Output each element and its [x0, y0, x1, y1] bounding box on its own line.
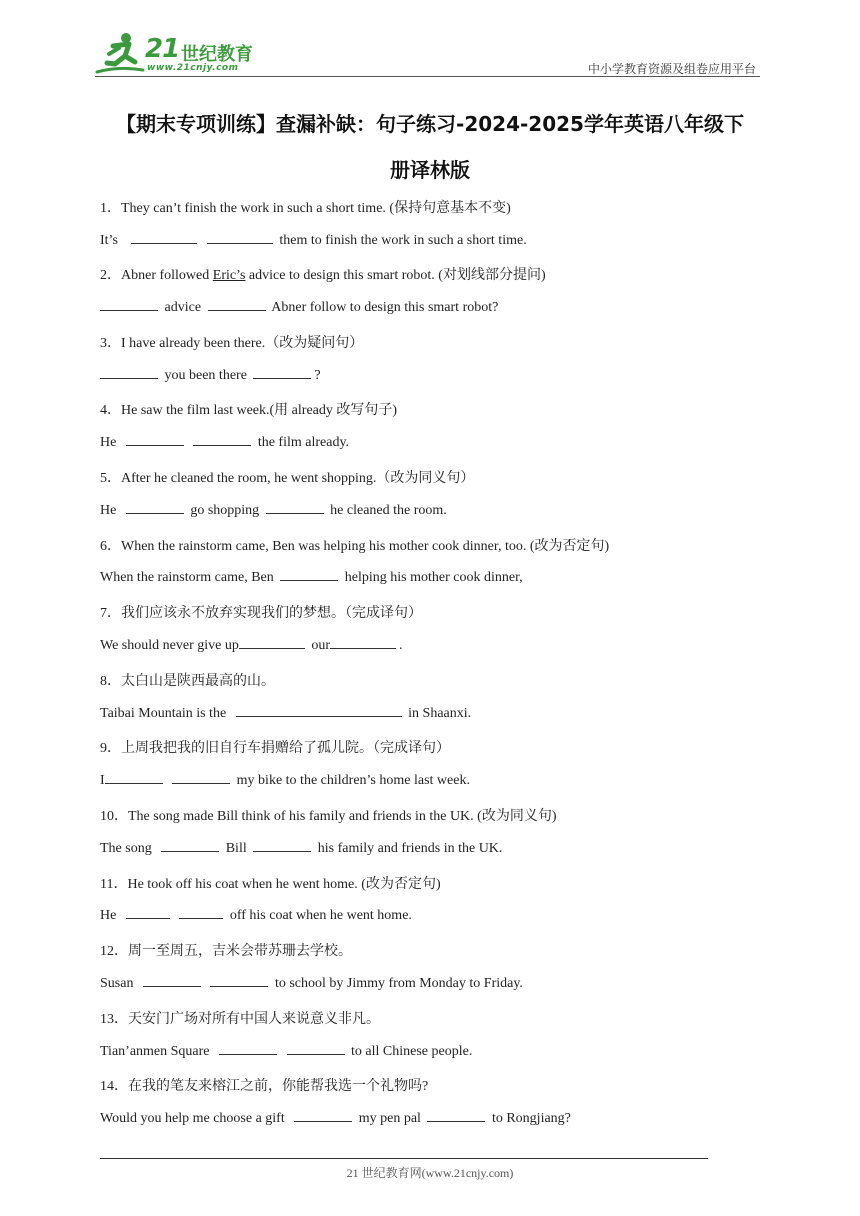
answer-4	[100, 433, 349, 451]
question-5: 5．After he cleaned the room, he went shopping.（改为同义句）	[100, 471, 475, 486]
answer-blank[interactable]	[126, 433, 184, 446]
question-7: 7．我们应该永不放弃实现我们的梦想。（完成译句）	[100, 606, 422, 621]
answer-text: to school by Jimmy from Monday to Friday.	[274, 976, 523, 991]
footer-text: 21 世纪教育网(www.21cnjy.com)	[346, 1166, 514, 1180]
answer-text: The song	[100, 841, 152, 856]
answer-text: Would you help me choose a gift	[100, 1111, 285, 1126]
answer-blank[interactable]	[207, 231, 273, 244]
answer-blank[interactable]	[100, 298, 158, 311]
answer-text: .	[399, 638, 403, 653]
answer-blank[interactable]	[172, 771, 230, 784]
question-8: 8．太白山是陕西最高的山。	[100, 674, 275, 689]
answer-14	[100, 1109, 571, 1127]
answer-blank[interactable]	[427, 1109, 485, 1122]
question-10: 10．The song made Bill think of his family and friends in the UK. (改为同义句)	[100, 809, 557, 824]
answer-blank[interactable]	[143, 974, 201, 987]
answer-blank[interactable]	[330, 636, 396, 649]
site-logo	[95, 30, 260, 76]
question-6: 6．When the rainstorm came, Ben was helping his mother cook dinner, too. (改为否定句)	[100, 539, 610, 554]
answer-7	[100, 636, 403, 654]
question-text: advice to design this smart robot. (对划线部分提问)	[245, 268, 546, 283]
answer-text: He	[100, 503, 117, 518]
footer-divider	[100, 1158, 708, 1159]
answer-text: my bike to the children’s home last week.	[236, 773, 470, 788]
question-12: 12．周一至周五，吉米会带苏珊去学校。	[100, 944, 352, 959]
answer-blank[interactable]	[253, 839, 311, 852]
answer-blank[interactable]	[126, 501, 184, 514]
answer-text: helping his mother cook dinner,	[344, 570, 523, 585]
answer-text: to Rongjiang?	[491, 1111, 571, 1126]
question-11: 11．He took off his coat when he went home. (改为否定句)	[100, 877, 441, 892]
logo-url: www.21cnjy.com	[147, 63, 239, 73]
answer-2	[100, 298, 498, 316]
answer-11	[100, 906, 412, 924]
answer-text: our	[311, 638, 331, 653]
answer-5	[100, 501, 447, 519]
question-9: 9．上周我把我的旧自行车捐赠给了孤儿院。（完成译句）	[100, 741, 450, 756]
answer-blank[interactable]	[131, 231, 197, 244]
answer-blank[interactable]	[210, 974, 268, 987]
answer-blank[interactable]	[179, 906, 223, 919]
answer-text: to all Chinese people.	[351, 1044, 473, 1059]
answer-blank[interactable]	[126, 906, 170, 919]
answer-text: It’s	[100, 233, 118, 248]
answer-blank[interactable]	[266, 501, 324, 514]
answer-blank[interactable]	[100, 366, 158, 379]
answer-blank[interactable]	[219, 1042, 277, 1055]
question-text: 2．Abner followed	[100, 268, 213, 283]
question-4: 4．He saw the film last week.(用 already 改写句子)	[100, 403, 398, 418]
answer-blank[interactable]	[280, 568, 338, 581]
answer-blank[interactable]	[161, 839, 219, 852]
runner-icon	[95, 30, 145, 76]
answer-blank[interactable]	[287, 1042, 345, 1055]
answer-text: We should never give up	[100, 638, 239, 653]
answer-blank[interactable]	[239, 636, 305, 649]
answer-blank[interactable]	[294, 1109, 352, 1122]
question-14: 14．在我的笔友来榕江之前，你能帮我选一个礼物吗?	[100, 1079, 429, 1094]
answer-6	[100, 568, 523, 586]
answer-text: you been there	[164, 368, 247, 383]
answer-blank[interactable]	[236, 704, 402, 717]
answer-text: He	[100, 908, 117, 923]
answer-text: my pen pal	[358, 1111, 421, 1126]
underlined-word: Eric’s	[212, 268, 246, 283]
logo-name: 世纪教育	[181, 44, 253, 65]
answer-text: them to finish the work in such a short time.	[279, 233, 527, 248]
answer-9	[100, 771, 470, 789]
answer-text: his family and friends in the UK.	[317, 841, 503, 856]
answer-3	[100, 366, 321, 384]
answer-text: advice	[164, 300, 202, 315]
answer-text: When the rainstorm came, Ben	[100, 570, 274, 585]
answer-10	[100, 839, 502, 857]
answer-text: the film already.	[257, 435, 350, 450]
document-title-line-2: 册译林版	[390, 158, 470, 182]
answer-blank[interactable]	[193, 433, 251, 446]
answer-text: he cleaned the room.	[330, 503, 447, 518]
platform-name: 中小学教育资源及组卷应用平台	[587, 62, 756, 76]
document-title-line-1: 【期末专项训练】查漏补缺：句子练习-2024-2025学年英语八年级下	[116, 112, 744, 136]
question-13: 13．天安门广场对所有中国人来说意义非凡。	[100, 1012, 380, 1027]
answer-text: Tian’anmen Square	[100, 1044, 210, 1059]
question-1: 1．They can’t finish the work in such a short time. (保持句意基本不变)	[100, 201, 511, 216]
answer-8	[100, 704, 471, 722]
answer-text: Bill	[225, 841, 247, 856]
answer-text: off his coat when he went home.	[229, 908, 412, 923]
answer-blank[interactable]	[253, 366, 311, 379]
answer-text: Taibai Mountain is the	[100, 706, 227, 721]
answer-text: go shopping	[190, 503, 260, 518]
question-3: 3．I have already been there.（改为疑问句）	[100, 336, 364, 351]
answer-blank[interactable]	[208, 298, 266, 311]
answer-text: Abner follow to design this smart robot?	[271, 300, 499, 315]
answer-text: He	[100, 435, 117, 450]
answer-text: I	[100, 773, 105, 788]
answer-text: ?	[314, 368, 321, 383]
page-header	[95, 30, 760, 78]
answer-text: Susan	[100, 976, 134, 991]
answer-text: in Shaanxi.	[408, 706, 472, 721]
answer-13	[100, 1042, 472, 1060]
answer-blank[interactable]	[105, 771, 163, 784]
answer-1	[100, 231, 527, 249]
answer-12	[100, 974, 523, 992]
logo-number: 21	[145, 34, 180, 64]
question-2	[100, 264, 546, 284]
header-divider	[95, 76, 760, 77]
